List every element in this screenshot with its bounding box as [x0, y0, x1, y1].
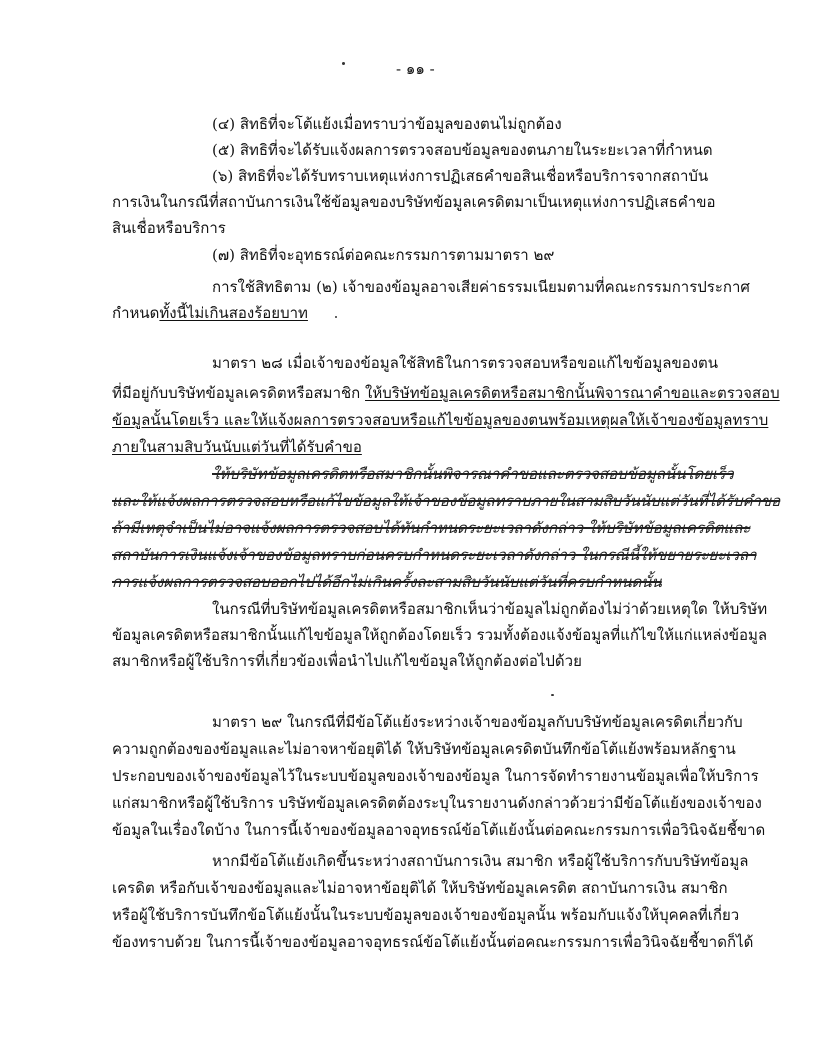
scan-speck: [335, 316, 337, 318]
struck-text-line: การแจ้งผลการตรวจสอบออกไปได้อีกไม่เกินครั้งละสามสิบวันนับแต่วันที่ครบกำหนดนั้น: [112, 573, 662, 591]
text-line: แก่สมาชิกหรือผู้ใช้บริการ บริษัทข้อมูลเครดิตต้องระบุในรายงานดังกล่าวด้วยว่ามีข้อโต้แย้งของเจ้าของ: [112, 794, 762, 812]
text-line: (๔) สิทธิที่จะโต้แย้งเมื่อทราบว่าข้อมูลของตนไม่ถูกต้อง: [212, 115, 562, 133]
underlined-text: ให้บริษัทข้อมูลเครดิตหรือสมาชิกนั้นพิจารณาคำขอและตรวจสอบ: [365, 384, 780, 402]
underlined-text: ทั้งนี้ไม่เกินสองร้อยบาท: [159, 304, 308, 322]
struck-text-line: ถ้ามีเหตุจำเป็นไม่อาจแจ้งผลการตรวจสอบได้ทันกำหนดระยะเวลาดังกล่าว ให้บริษัทข้อมูลเครดิตและ: [112, 519, 751, 537]
text-line: หรือผู้ใช้บริการบันทึกข้อโต้แย้งนั้นในระบบข้อมูลของเจ้าของข้อมูลนั้น พร้อมกับแจ้งให้บุคคลที่เกี่ยว: [112, 906, 740, 924]
section-28-heading-line: มาตรา ๒๘ เมื่อเจ้าของข้อมูลใช้สิทธิในการตรวจสอบหรือขอแก้ไขข้อมูลของตน: [212, 354, 719, 372]
underlined-text-line: ภายในสามสิบวันนับแต่วันที่ได้รับคำขอ: [112, 438, 362, 456]
text-line: ข้อมูลในเรื่องใดบ้าง ในการนี้เจ้าของข้อมูลอาจอุทธรณ์ข้อโต้แย้งนั้นต่อคณะกรรมการเพื่อวินิจฉัยชี้ขาด: [112, 821, 766, 839]
text-line: [112, 303, 308, 323]
text-line: การเงินในกรณีที่สถาบันการเงินใช้ข้อมูลของบริษัทข้อมูลเครดิตมาเป็นเหตุแห่งการปฏิเสธคำขอ: [112, 193, 716, 211]
text-line: (๗) สิทธิที่จะอุทธรณ์ต่อคณะกรรมการตามมาตรา ๒๙: [212, 246, 555, 264]
text-line: เครดิต หรือกับเจ้าของข้อมูลและไม่อาจหาข้อยุติได้ ให้บริษัทข้อมูลเครดิต สถาบันการเงิน สมาชิก: [112, 879, 728, 897]
text-line: ในกรณีที่บริษัทข้อมูลเครดิตหรือสมาชิกเห็นว่าข้อมูลไม่ถูกต้องไม่ว่าด้วยเหตุใด ให้บริษัท: [212, 600, 768, 618]
scan-speck: [342, 62, 345, 65]
struck-text-line: ให้บริษัทข้อมูลเครดิตหรือสมาชิกนั้นพิจารณาคำขอและตรวจสอบข้อมูลนั้นโดยเร็ว: [212, 465, 734, 483]
text-line: สมาชิกหรือผู้ใช้บริการที่เกี่ยวข้องเพื่อนำไปแก้ไขข้อมูลให้ถูกต้องต่อไปด้วย: [112, 652, 582, 670]
underlined-text-line: ข้อมูลนั้นโดยเร็ว และให้แจ้งผลการตรวจสอบหรือแก้ไขข้อมูลของตนพร้อมเหตุผลให้เจ้าของข้อมูลทราบ: [112, 411, 769, 429]
text-line: (๖) สิทธิที่จะได้รับทราบเหตุแห่งการปฏิเสธคำขอสินเชื่อหรือบริการจากสถาบัน: [212, 167, 709, 185]
text-line: การใช้สิทธิตาม (๒) เจ้าของข้อมูลอาจเสียค่าธรรมเนียมตามที่คณะกรรมการประกาศ: [212, 278, 750, 296]
struck-text-line: และให้แจ้งผลการตรวจสอบหรือแก้ไขข้อมูลให้เจ้าของข้อมูลทราบภายในสามสิบวันนับแต่วันที่ได้รับคำขอ: [112, 492, 781, 510]
text-line: ความถูกต้องของข้อมูลและไม่อาจหาข้อยุติได้ ให้บริษัทข้อมูลเครดิตบันทึกข้อโต้แย้งพร้อมหลักฐาน: [112, 740, 736, 758]
text-line: ข้อมูลเครดิตหรือสมาชิกนั้นแก้ไขข้อมูลให้ถูกต้องโดยเร็ว รวมทั้งต้องแจ้งข้อมูลที่แก้ไขให้แก่แหล่งข้อมูล: [112, 626, 768, 644]
section-29-heading-line: มาตรา ๒๙ ในกรณีที่มีข้อโต้แย้งระหว่างเจ้าของข้อมูลกับบริษัทข้อมูลเครดิตเกี่ยวกับ: [212, 713, 743, 731]
text-line: สินเชื่อหรือบริการ: [112, 219, 226, 237]
text-line: [112, 383, 780, 403]
text-line: (๕) สิทธิที่จะได้รับแจ้งผลการตรวจสอบข้อมูลของตนภายในระยะเวลาที่กำหนด: [212, 141, 713, 159]
text-segment: กำหนด: [112, 304, 160, 322]
text-line: ประกอบของเจ้าของข้อมูลไว้ในระบบข้อมูลของเจ้าของข้อมูล ในการจัดทำรายงานข้อมูลเพื่อให้บริการ: [112, 767, 759, 785]
struck-text-line: สถาบันการเงินแจ้งเจ้าของข้อมูลทราบก่อนครบกำหนดระยะเวลาดังกล่าว ในกรณีนี้ให้ขยายระยะเวลา: [112, 546, 757, 564]
text-line: ข้องทราบด้วย ในการนี้เจ้าของข้อมูลอาจอุทธรณ์ข้อโต้แย้งนั้นต่อคณะกรรมการเพื่อวินิจฉัยชี้ขาดก็ได้: [112, 933, 754, 951]
text-line: หากมีข้อโต้แย้งเกิดขึ้นระหว่างสถาบันการเงิน สมาชิก หรือผู้ใช้บริการกับบริษัทข้อมูล: [212, 852, 749, 870]
page-number: - ๑๑ -: [396, 60, 435, 78]
scan-speck: [551, 694, 554, 696]
text-segment: ที่มีอยู่กับบริษัทข้อมูลเครดิตหรือสมาชิก: [112, 384, 366, 402]
